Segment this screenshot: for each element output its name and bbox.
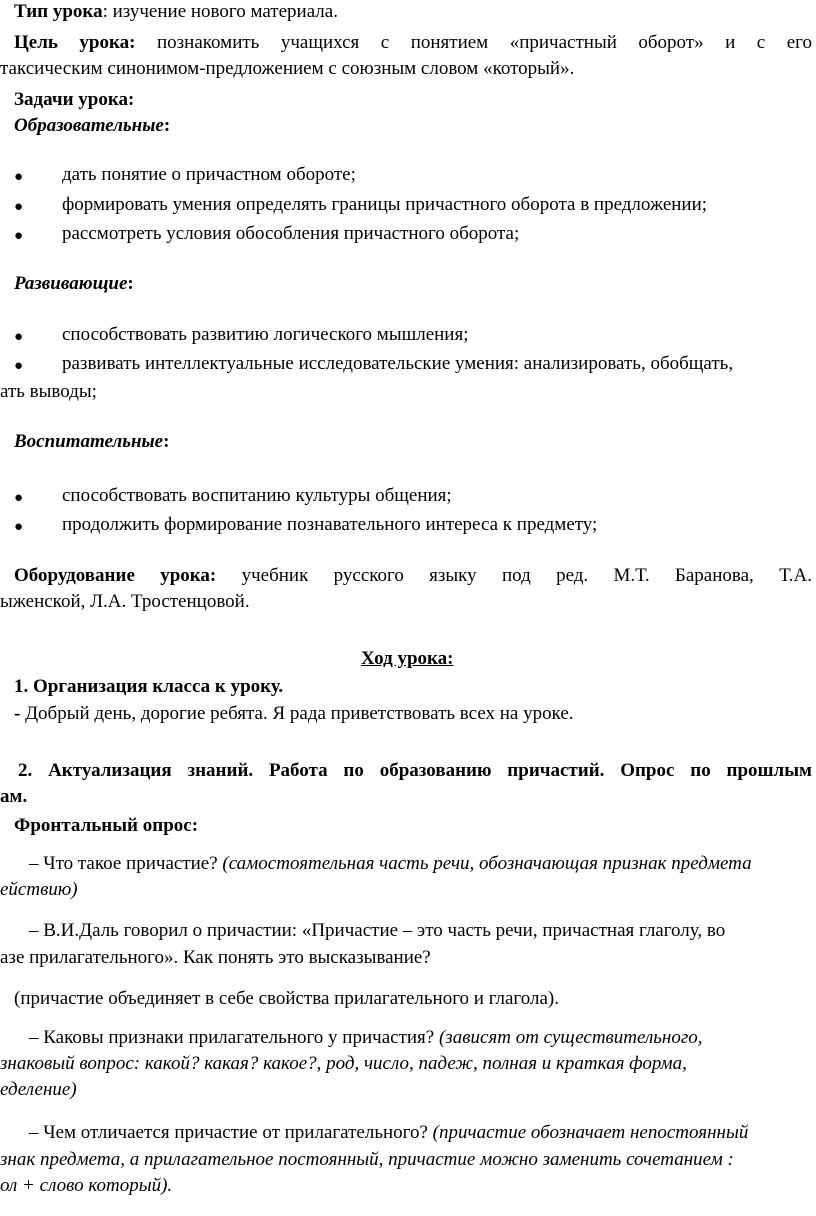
question-1 bbox=[29, 852, 752, 876]
list-item-cont: ать выводы; bbox=[0, 381, 97, 402]
bullet-icon: ● bbox=[14, 199, 24, 215]
lesson-flow-heading: Ход урока: bbox=[361, 648, 454, 669]
list-item: дать понятие о причастном обороте; bbox=[62, 164, 356, 185]
educational-label: Образовательные bbox=[14, 115, 164, 136]
bullet-icon: ● bbox=[14, 358, 24, 374]
list-item: формировать умения определять границы причастного оборота в предложении; bbox=[62, 194, 708, 215]
goal-line bbox=[14, 31, 812, 55]
list-item: продолжить формирование познавательного интереса к предмету; bbox=[62, 514, 598, 535]
question-text: – Что такое причастие? bbox=[29, 853, 223, 874]
developing-label: Развивающие bbox=[14, 273, 128, 294]
bullet-icon: ● bbox=[14, 228, 24, 244]
list-item: способствовать развитию логического мышления; bbox=[62, 324, 469, 345]
goal-label: Цель урока: bbox=[14, 32, 136, 53]
question-text: – Каковы признаки прилагательного у причастия? bbox=[29, 1027, 439, 1048]
lesson-type-value: : изучение нового материала. bbox=[102, 1, 338, 22]
answer-text-cont: еделение) bbox=[0, 1079, 77, 1100]
answer-text: (самостоятельная часть речи, обозначающая признак предмета bbox=[222, 853, 752, 874]
step1-text: Добрый день, дорогие ребята. Я рада приветствовать всех на уроке. bbox=[20, 703, 574, 724]
step1-line bbox=[14, 702, 574, 726]
equipment-label: Оборудование урока: bbox=[14, 565, 217, 586]
frontal-survey-heading: Фронтальный опрос: bbox=[14, 815, 199, 836]
answer-text-cont: знак предмета, а прилагательное постоянный, причастие можно заменить сочетанием : bbox=[0, 1149, 734, 1170]
step1-title: 1. Организация класса к уроку. bbox=[14, 676, 284, 697]
answer-text: (зависят от существительного, bbox=[438, 1027, 703, 1048]
step2-title-cont: ам. bbox=[0, 786, 28, 807]
bullet-icon: ● bbox=[14, 169, 24, 185]
goal-text: познакомить учащихся с понятием «причастный оборот» и с его bbox=[157, 32, 812, 53]
question-4 bbox=[29, 1121, 748, 1145]
equipment-text: учебник русского языку под ред. М.Т. Баранова, Т.А. bbox=[241, 565, 813, 586]
question-text: – Чем отличается причастие от прилагательного? bbox=[29, 1122, 433, 1143]
upbringing-heading: Воспитательные: bbox=[14, 431, 170, 452]
answer-text: (причастие обозначает непостоянный bbox=[432, 1122, 749, 1143]
step1-dash: - bbox=[14, 703, 21, 724]
bullet-icon: ● bbox=[14, 490, 24, 506]
tasks-heading: Задачи урока: bbox=[14, 89, 135, 110]
equipment-line bbox=[14, 564, 812, 588]
lesson-type-label: Тип урока bbox=[14, 1, 103, 22]
bullet-icon: ● bbox=[14, 519, 24, 535]
bullet-icon: ● bbox=[14, 329, 24, 345]
goal-text-cont: таксическим синонимом-предложением с союзным словом «который». bbox=[0, 58, 575, 79]
step2-title: 2. Актуализация знаний. Работа по образованию причастий. Опрос по прошлым bbox=[18, 760, 812, 781]
question-2-line1: – В.И.Даль говорил о причастии: «Причастие – это часть речи, причастная глаголу, во bbox=[29, 920, 726, 941]
question-3 bbox=[29, 1026, 703, 1050]
answer-text-cont: знаковый вопрос: какой? какая? какое?, род, число, падеж, полная и краткая форма, bbox=[0, 1053, 687, 1074]
question-2-answer: (причастие объединяет в себе свойства прилагательного и глагола). bbox=[14, 988, 559, 1009]
list-item: развивать интеллектуальные исследовательские умения: анализировать, обобщать, bbox=[62, 353, 734, 374]
list-item: способствовать воспитанию культуры общения; bbox=[62, 485, 452, 506]
answer-text-cont: ействию) bbox=[0, 879, 78, 900]
developing-heading: Развивающие: bbox=[14, 273, 134, 294]
lesson-type-line bbox=[14, 0, 338, 24]
equipment-text-cont: ыженской, Л.А. Тростенцовой. bbox=[0, 591, 250, 612]
answer-text-cont: ол + слово который). bbox=[0, 1175, 173, 1196]
list-item: рассмотреть условия обособления причастного оборота; bbox=[62, 223, 520, 244]
educational-heading: Образовательные: bbox=[14, 115, 171, 136]
question-2-line2: азе прилагательного». Как понять это высказывание? bbox=[0, 947, 431, 968]
upbringing-label: Воспитательные bbox=[14, 431, 164, 452]
